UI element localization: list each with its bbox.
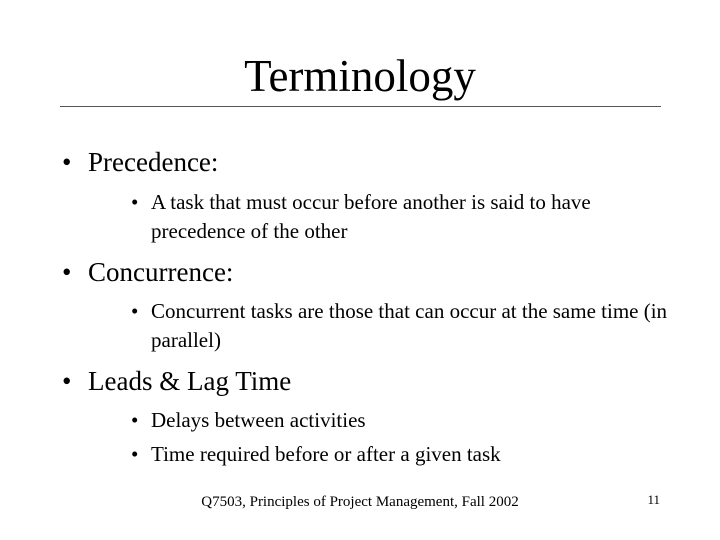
sub-bullet-marker: • [131,442,139,466]
bullet-heading: Concurrence: [88,257,234,287]
slide-footer: Q7503, Principles of Project Management, Fall 2002 [201,494,519,510]
title-divider [60,106,661,107]
sub-bullet-delays [131,406,671,435]
bullet-precedence [62,146,218,178]
bullet-marker: • [62,147,72,177]
bullet-marker: • [62,366,72,396]
sub-bullet-marker: • [131,408,139,432]
sub-bullet-text: Time required before or after a given task [151,442,501,466]
sub-bullet-marker: • [131,190,139,214]
sub-bullet-text: Concurrent tasks are those that can occur at the same time (in parallel) [151,299,668,352]
bullet-marker: • [62,257,72,287]
bullet-leads-lag-time [62,365,291,397]
bullet-heading: Precedence: [88,147,219,177]
sub-bullet-precedence-definition [131,188,671,246]
slide-title: Terminology [244,51,476,101]
sub-bullet-marker: • [131,299,139,323]
sub-bullet-time-required [131,440,671,469]
sub-bullet-text: Delays between activities [151,408,366,432]
page-number: 11 [647,492,660,507]
sub-bullet-concurrence-definition [131,297,671,355]
bullet-heading: Leads & Lag Time [88,366,292,396]
bullet-concurrence [62,256,233,288]
sub-bullet-text: A task that must occur before another is said to have precedence of the other [151,190,591,243]
